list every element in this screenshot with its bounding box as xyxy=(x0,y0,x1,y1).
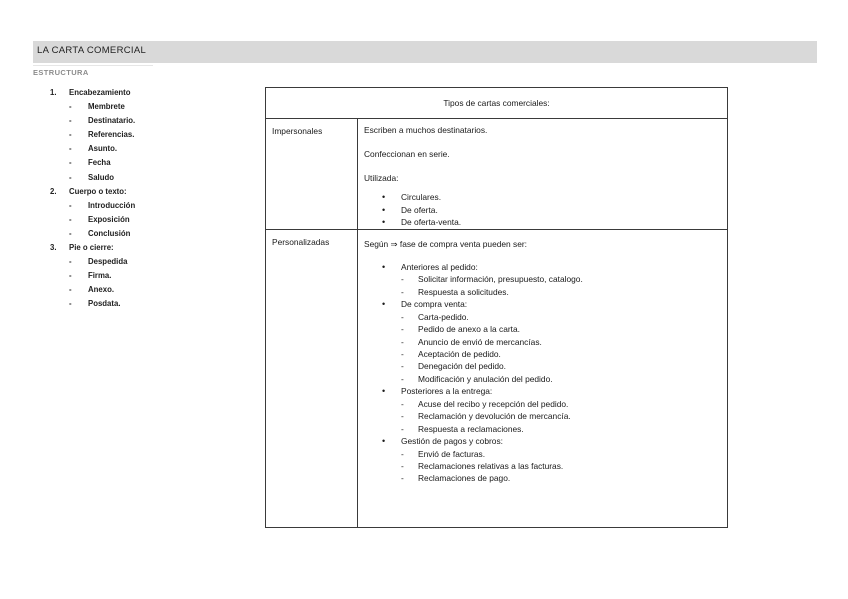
outline-item: - Despedida xyxy=(69,257,128,267)
impersonales-content xyxy=(358,119,728,230)
section-subtitle: ESTRUCTURA xyxy=(33,68,89,77)
outline-item: - Referencias. xyxy=(69,130,135,140)
outline-section-label: Encabezamiento xyxy=(69,88,131,97)
outline-item: - Fecha xyxy=(69,158,111,168)
list-item: - Carta-pedido. xyxy=(401,311,469,322)
outline-item: - Exposición xyxy=(69,214,130,224)
outline-section xyxy=(50,241,135,255)
list-item: • Anteriores al pedido: - Solicitar información, presupuesto, catalogo. - Respuesta a solicitudes. xyxy=(364,261,721,298)
dash-list xyxy=(401,448,721,485)
bullet-list xyxy=(364,191,721,229)
list-item: - Reclamaciones relativas a las facturas. xyxy=(401,461,564,472)
bullet-icon: • xyxy=(382,436,386,447)
list-item: - Modificación y anulación del pedido. xyxy=(401,373,553,384)
outline-section xyxy=(50,185,135,199)
outline-item: - Conclusión xyxy=(69,228,131,238)
list-item: - Acuse del recibo y recepción del pedido. xyxy=(401,398,569,409)
outline-item: - Anexo. xyxy=(69,285,114,295)
bullet-icon: • xyxy=(382,261,386,272)
outline-section-label: Cuerpo o texto: xyxy=(69,186,127,196)
paragraph: Confeccionan en serie. xyxy=(364,149,450,159)
outline-item: - Asunto. xyxy=(69,144,118,154)
list-item: - Reclamaciones de pago. xyxy=(401,473,511,484)
outline-item: - Saludo xyxy=(69,172,114,182)
bullet-icon: • xyxy=(382,204,386,215)
table-row xyxy=(266,229,728,527)
bullet-icon: • xyxy=(382,386,386,397)
list-item: • De oferta-venta. xyxy=(382,217,462,228)
list-item: • De oferta. xyxy=(382,204,438,215)
bullet-list xyxy=(364,261,721,485)
structure-outline xyxy=(50,86,135,312)
bullet-icon: • xyxy=(382,217,386,228)
paragraph: Utilizada: xyxy=(364,173,399,183)
title-bar xyxy=(33,41,817,63)
outline-number: 3. xyxy=(50,243,57,253)
list-item: - Respuesta a reclamaciones. xyxy=(401,423,524,434)
outline-item: - Posdata. xyxy=(69,299,121,309)
list-item: • Circulares. xyxy=(382,192,442,202)
bullet-icon: • xyxy=(382,299,386,310)
list-item: • Posteriores a la entrega: - Acuse del recibo y recepción del pedido. - Reclamación y devolución de mercancía. - Respuesta a reclamaciones. xyxy=(364,385,721,435)
page-title: LA CARTA COMERCIAL xyxy=(37,45,147,56)
outline-item: - Introducción xyxy=(69,200,136,210)
outline-number: 1. xyxy=(50,88,57,97)
outline-section-label: Pie o cierre: xyxy=(69,243,114,253)
list-item: • De compra venta: - Carta-pedido. - Pedido de anexo a la carta. - Anuncio de envió de mercancías. - Aceptación de pedido. - Denegación del pedido. - Modificación y anulación del pedido. xyxy=(364,298,721,385)
dash-list xyxy=(401,273,721,298)
list-item: - Pedido de anexo a la carta. xyxy=(401,324,520,335)
outline-item: - Firma. xyxy=(69,271,112,281)
list-item: - Solicitar información, presupuesto, catalogo. xyxy=(401,274,583,285)
outline-item: - Membrete xyxy=(69,102,125,112)
dash-list xyxy=(401,398,721,435)
outline-section xyxy=(50,86,135,100)
bullet-icon: • xyxy=(382,192,386,202)
list-item: - Respuesta a solicitudes. xyxy=(401,286,509,297)
row-label-personalizadas: Personalizadas xyxy=(266,229,358,527)
list-item: • Gestión de pagos y cobros: - Envió de facturas. - Reclamaciones relativas a las facturas. - Reclamaciones de pago. xyxy=(364,435,721,485)
table-heading: Tipos de cartas comerciales: xyxy=(266,88,728,119)
subtitle-divider xyxy=(33,65,153,66)
list-item: - Anuncio de envió de mercancías. xyxy=(401,336,542,347)
list-item: - Denegación del pedido. xyxy=(401,361,507,372)
letter-types-table xyxy=(265,87,728,528)
paragraph: Escriben a muchos destinatarios. xyxy=(364,125,488,135)
row-label-impersonales: Impersonales xyxy=(266,119,358,230)
personalizadas-content xyxy=(358,229,728,527)
paragraph: Según ⇒ fase de compra venta pueden ser: xyxy=(364,238,527,249)
outline-number: 2. xyxy=(50,186,57,196)
dash-list xyxy=(401,311,721,385)
list-item: - Envió de facturas. xyxy=(401,448,486,459)
table-row xyxy=(266,119,728,230)
outline-item: - Destinatario. xyxy=(69,116,136,126)
list-item: - Reclamación y devolución de mercancía. xyxy=(401,411,571,422)
list-item: - Aceptación de pedido. xyxy=(401,349,501,359)
